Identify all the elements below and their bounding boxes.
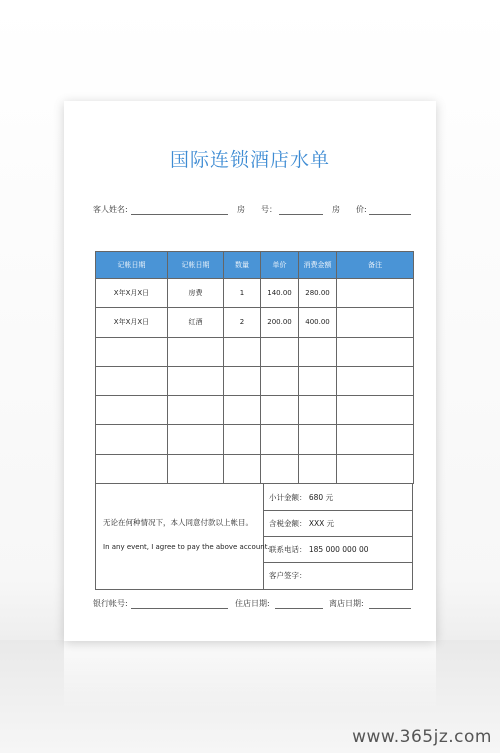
charges-table <box>95 251 414 484</box>
table-row <box>96 396 414 425</box>
subtotal-row[interactable] <box>264 484 413 511</box>
table-cell[interactable]: 2 <box>224 308 261 337</box>
table-row <box>96 279 414 308</box>
header-cell: 消费金额 <box>299 252 337 279</box>
table-cell[interactable] <box>261 454 299 483</box>
checkin-date-field[interactable] <box>275 608 323 609</box>
table-cell[interactable] <box>337 366 414 395</box>
header-cell: 记帐日期 <box>96 252 168 279</box>
phone-text: 联系电话： 185 000 000 00 <box>269 545 369 554</box>
checkout-date-field[interactable] <box>369 608 411 609</box>
sheet-reflection <box>64 640 436 710</box>
table-cell[interactable] <box>299 454 337 483</box>
table-cell[interactable] <box>299 366 337 395</box>
table-cell[interactable] <box>261 425 299 454</box>
table-cell[interactable] <box>224 425 261 454</box>
agreement-note <box>96 484 270 589</box>
room-number-label: 房 号： <box>237 205 277 214</box>
table-header-row <box>96 252 414 279</box>
table-row <box>96 337 414 366</box>
table-cell[interactable] <box>299 396 337 425</box>
table-cell[interactable] <box>168 396 224 425</box>
table-cell[interactable] <box>96 337 168 366</box>
header-cell: 记帐日期 <box>168 252 224 279</box>
table-cell[interactable]: 1 <box>224 279 261 308</box>
receipt-title: 国际连锁酒店水单 <box>169 149 330 171</box>
table-cell[interactable] <box>337 396 414 425</box>
tax-text: 含税金额： XXX 元 <box>269 519 335 528</box>
table-cell[interactable]: 房费 <box>168 279 224 308</box>
table-cell[interactable] <box>337 279 414 308</box>
watermark-text: www.365jz.com <box>352 727 492 747</box>
guest-name-field[interactable] <box>131 214 228 215</box>
table-cell[interactable]: 400.00 <box>299 308 337 337</box>
bank-account-label: 银行帐号: <box>93 599 128 608</box>
table-cell[interactable] <box>224 454 261 483</box>
table-cell[interactable] <box>168 425 224 454</box>
signature-label: 客户签字： <box>269 571 307 580</box>
checkout-date-label: 离店日期: <box>329 599 364 608</box>
table-cell[interactable]: X年X月X日 <box>96 279 168 308</box>
guest-info-row <box>93 204 413 216</box>
header-cell: 单价 <box>261 252 299 279</box>
table-cell[interactable] <box>337 454 414 483</box>
table-cell[interactable]: X年X月X日 <box>96 308 168 337</box>
table-cell[interactable] <box>299 337 337 366</box>
table-cell[interactable] <box>261 337 299 366</box>
table-cell[interactable]: 200.00 <box>261 308 299 337</box>
summary-section <box>95 484 413 590</box>
table-cell[interactable] <box>299 425 337 454</box>
table-cell[interactable]: 红酒 <box>168 308 224 337</box>
table-cell[interactable] <box>168 337 224 366</box>
table-row <box>96 308 414 337</box>
table-cell[interactable] <box>168 366 224 395</box>
table-cell[interactable] <box>96 396 168 425</box>
checkin-date-label: 住店日期: <box>235 599 270 608</box>
table-cell[interactable] <box>261 396 299 425</box>
guest-name-label: 客人姓名: <box>93 205 128 214</box>
agreement-text-chinese: 无论在何种情况下，本人同意付款以上帐目。 <box>103 518 253 527</box>
table-cell[interactable]: 140.00 <box>261 279 299 308</box>
table-cell[interactable] <box>337 308 414 337</box>
room-number-field[interactable] <box>279 214 323 215</box>
table-cell[interactable] <box>168 454 224 483</box>
agreement-text-english: In any event, I agree to pay the above account. <box>103 543 270 551</box>
table-cell[interactable] <box>224 337 261 366</box>
subtotal-text: 小计金额： 680 元 <box>269 493 334 502</box>
footer-row <box>93 598 423 610</box>
table-cell[interactable] <box>224 366 261 395</box>
table-cell[interactable] <box>337 425 414 454</box>
header-cell: 数量 <box>224 252 261 279</box>
tax-row[interactable] <box>264 510 413 537</box>
table-cell[interactable] <box>224 396 261 425</box>
receipt-sheet <box>64 101 436 641</box>
table-cell[interactable] <box>96 425 168 454</box>
table-cell[interactable]: 280.00 <box>299 279 337 308</box>
table-cell[interactable] <box>337 337 414 366</box>
room-price-field[interactable] <box>369 214 411 215</box>
table-cell[interactable] <box>261 366 299 395</box>
room-price-label: 房 价: <box>332 205 367 214</box>
table-cell[interactable] <box>96 454 168 483</box>
header-cell: 备注 <box>337 252 414 279</box>
signature-row[interactable] <box>264 562 413 588</box>
bank-account-field[interactable] <box>131 608 228 609</box>
phone-row[interactable] <box>264 536 413 563</box>
table-row <box>96 454 414 483</box>
table-row <box>96 425 414 454</box>
table-cell[interactable] <box>96 366 168 395</box>
table-row <box>96 366 414 395</box>
